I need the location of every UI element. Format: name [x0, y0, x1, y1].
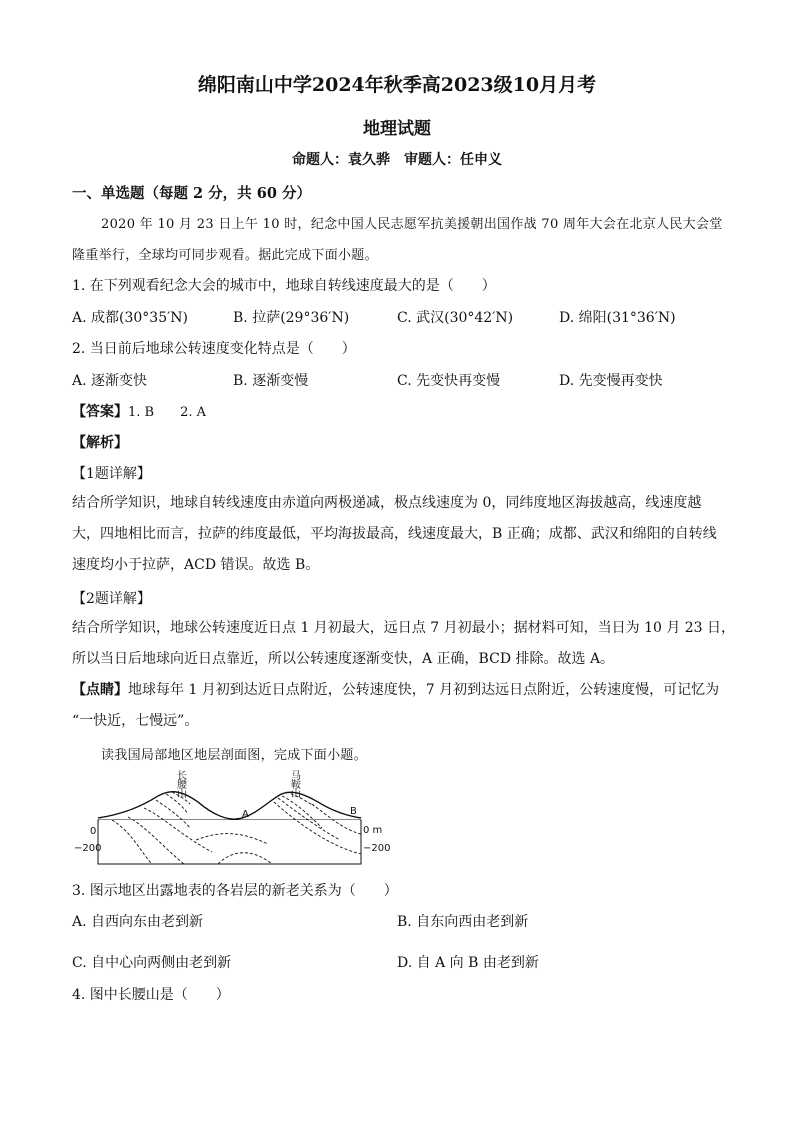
- tip-line-2: “一快近，七慢远”。: [72, 713, 199, 729]
- section-heading: 一、单选题（每题 2 分，共 60 分）: [72, 185, 311, 202]
- question-2-option-a: A. 逐渐变快: [72, 373, 148, 389]
- answer-text: 1. B 2. A: [128, 405, 207, 420]
- detail-1-line-2: 大，四地相比而言，拉萨的纬度最低，平均海拔最高，线速度最大，B 正确；成都、武汉和绵阳的自转线: [72, 526, 717, 542]
- profile-fill: [99, 820, 360, 863]
- point-b-label: B: [350, 806, 357, 817]
- detail-2-line-2: 所以当日后地球向近日点靠近，所以公转速度逐渐变快，A 正确，BCD 排除。故选 A。: [72, 651, 615, 667]
- question-1-option-a: A. 成都(30°35′N): [72, 310, 188, 326]
- detail-1-line-3: 速度均小于拉萨，ACD 错误。故选 B。: [72, 557, 320, 573]
- question-3-stem: 3. 图示地区出露地表的各岩层的新老关系为（ ）: [72, 883, 398, 899]
- detail-1-line-1: 结合所学知识，地球自转线速度由赤道向两极递减，极点线速度为 0，同纬度地区海拔越高，线速度越: [72, 495, 702, 511]
- question-3-option-a: A. 自西向东由老到新: [72, 914, 204, 930]
- group1-intro-line1: 2020 年 10 月 23 日上午 10 时，纪念中国人民志愿军抗美援朝出国作战 70 周年大会在北京人民大会堂: [101, 217, 723, 232]
- detail-2-label: 【2题详解】: [72, 591, 151, 607]
- authors-line: 命题人：袁久骅 审题人：任申义: [292, 152, 502, 168]
- exam-title: 绵阳南山中学2024年秋季高2023级10月月考: [197, 74, 597, 96]
- question-2-option-c: C. 先变快再变慢: [397, 373, 501, 389]
- question-3-option-d: D. 自 A 向 B 由老到新: [397, 955, 539, 971]
- geological-profile-diagram: [72, 770, 392, 874]
- analysis-label: 【解析】: [72, 435, 128, 451]
- question-2-option-d: D. 先变慢再变快: [559, 373, 663, 389]
- question-3-option-c: C. 自中心向两侧由老到新: [72, 955, 232, 971]
- question-1-stem: 1. 在下列观看纪念大会的城市中，地球自转线速度最大的是（ ）: [72, 278, 496, 294]
- detail-1-label: 【1题详解】: [72, 466, 151, 482]
- tip-label: 【点睛】: [72, 682, 128, 698]
- subject-title: 地理试题: [363, 119, 431, 139]
- mountain2-char3: 山: [291, 789, 301, 800]
- question-1-option-b: B. 拉萨(29°36′N): [233, 310, 350, 326]
- mountain2-char1: 马: [291, 771, 301, 782]
- question-4-stem: 4. 图中长腰山是（ ）: [72, 987, 230, 1003]
- right-zero-label: 0 m: [363, 825, 383, 836]
- question-3-option-b: B. 自东向西由老到新: [397, 914, 529, 930]
- left-depth-label: −200: [74, 843, 102, 854]
- mountain1-char1: 长: [177, 771, 187, 782]
- answer-label: 【答案】: [72, 404, 128, 420]
- mountain1-label: [177, 770, 188, 800]
- mountain1-char2: 腰: [177, 780, 187, 791]
- group1-intro-line2: 隆重举行，全球均可同步观看。据此完成下面小题。: [72, 248, 378, 263]
- mountain1-char3: 山: [177, 789, 187, 800]
- surface-line: [98, 792, 361, 819]
- answer-line: [72, 401, 206, 421]
- question-2-option-b: B. 逐渐变慢: [233, 373, 309, 389]
- question-1-option-c: C. 武汉(30°42′N): [397, 310, 514, 326]
- left-zero-label: 0: [90, 826, 97, 837]
- profile-svg: [72, 770, 392, 870]
- point-a-label: A: [242, 809, 249, 820]
- mountain2-char2: 鞍: [291, 780, 301, 791]
- mountain2-label: [291, 770, 302, 800]
- detail-2-line-1: 结合所学知识，地球公转速度近日点 1 月初最大，远日点 7 月初最小；据材料可知，当日为 10 月 23 日，: [72, 620, 736, 636]
- right-depth-label: −200: [363, 843, 391, 854]
- question-1-option-d: D. 绵阳(31°36′N): [559, 310, 676, 326]
- tip-line-1: [72, 675, 719, 705]
- tip-text-1: 地球每年 1 月初到达近日点附近，公转速度快，7 月初到达远日点附近，公转速度慢，可记忆为: [128, 682, 720, 698]
- group2-intro: 读我国局部地区地层剖面图，完成下面小题。: [101, 748, 368, 763]
- question-2-stem: 2. 当日前后地球公转速度变化特点是（ ）: [72, 341, 356, 357]
